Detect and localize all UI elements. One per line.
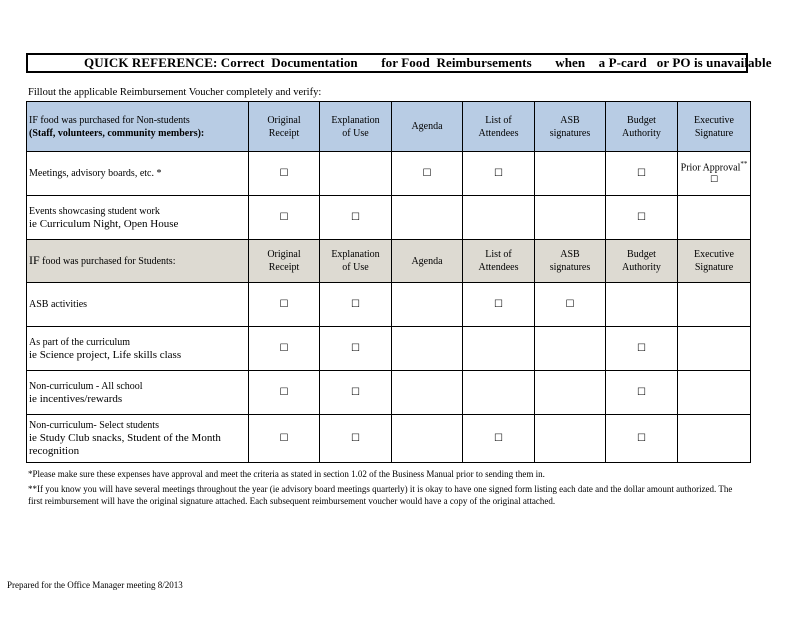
checkbox-icon: [392, 196, 463, 240]
checkbox-icon: [678, 283, 751, 327]
section-heading-rest: food was purchased for Students:: [39, 256, 176, 267]
checkbox-icon: ☐: [606, 371, 678, 415]
table-header-students: [27, 240, 751, 283]
checkbox-icon: [678, 327, 751, 371]
table-row: [27, 415, 751, 463]
row-label: Meetings, advisory boards, etc. *: [27, 152, 249, 196]
table-header-nonstudents: [27, 102, 751, 152]
checkbox-icon: ☐: [463, 283, 535, 327]
checkbox-icon: [392, 415, 463, 463]
row-label: ASB activities: [27, 283, 249, 327]
checkbox-icon: ☐: [606, 152, 678, 196]
checkbox-icon: [535, 415, 606, 463]
column-header: Agenda: [392, 102, 463, 152]
page-title: QUICK REFERENCE: Correct Documentation for Food Reimbursements when a P-card or PO is unavailable: [26, 53, 748, 73]
table-row: [27, 152, 751, 196]
row-label: Non-curriculum- Select students ie Study Club snacks, Student of the Month recognition: [27, 415, 249, 463]
prior-approval-footnote: **: [740, 160, 748, 168]
checkbox-icon: [320, 152, 392, 196]
checkbox-icon: [463, 196, 535, 240]
table-row: [27, 196, 751, 240]
row-label: Events showcasing student work ie Curriculum Night, Open House: [27, 196, 249, 240]
checkbox-icon: ☐: [249, 415, 320, 463]
column-header: ASB signatures: [535, 102, 606, 152]
footer-text: Prepared for the Office Manager meeting 8/2013: [7, 580, 183, 590]
footnote-approval: *Please make sure these expenses have approval and meet the criteria as stated in section 1.02 of the Business Manual prior to sending them in.: [28, 469, 545, 479]
table-row: [27, 371, 751, 415]
checkbox-icon: [535, 196, 606, 240]
section-heading-students: [27, 240, 249, 283]
prior-approval-cell: [678, 152, 751, 196]
column-header: Budget Authority: [606, 240, 678, 283]
table-row: [27, 283, 751, 327]
row-label: As part of the curriculum ie Science project, Life skills class: [27, 327, 249, 371]
reference-table: [26, 101, 751, 463]
column-header: Original Receipt: [249, 240, 320, 283]
checkbox-icon: [535, 152, 606, 196]
column-header: ASB signatures: [535, 240, 606, 283]
column-header: List of Attendees: [463, 102, 535, 152]
checkbox-icon: [535, 371, 606, 415]
section-heading-line1: IF food was purchased for Non-students: [29, 114, 190, 126]
checkbox-icon: ☐: [320, 327, 392, 371]
instruction-text: Fillout the applicable Reimbursement Voucher completely and verify:: [28, 87, 322, 98]
footnote-meetings: **If you know you will have several meetings throughout the year (ie advisory board meetings quarterly) it is okay to have one signed form listing each date and the dollar amount authorized. The first reimbursement will have the original signature attached. Each subsequent reimbursement voucher would have a copy of the original attached.: [28, 484, 733, 506]
checkbox-icon: ☐: [392, 152, 463, 196]
checkbox-icon: ☐: [606, 327, 678, 371]
row-label: Non-curriculum - All school ie incentives/rewards: [27, 371, 249, 415]
checkbox-icon: [678, 196, 751, 240]
column-header: Budget Authority: [606, 102, 678, 152]
column-header: Agenda: [392, 240, 463, 283]
checkbox-icon: ☐: [463, 152, 535, 196]
section-heading-if: IF: [29, 253, 40, 267]
checkbox-icon: ☐: [249, 283, 320, 327]
column-header: Explanation of Use: [320, 102, 392, 152]
checkbox-icon: [535, 327, 606, 371]
checkbox-icon: [678, 371, 751, 415]
checkbox-icon: [678, 415, 751, 463]
column-header: List of Attendees: [463, 240, 535, 283]
column-header: Executive Signature: [678, 102, 751, 152]
section-heading-nonstudents: [27, 102, 249, 152]
checkbox-icon: ☐: [606, 415, 678, 463]
checkbox-icon: ☐: [249, 327, 320, 371]
checkbox-icon: ☐: [709, 175, 719, 186]
checkbox-icon: [463, 371, 535, 415]
checkbox-icon: ☐: [606, 196, 678, 240]
checkbox-icon: ☐: [320, 283, 392, 327]
checkbox-icon: [392, 327, 463, 371]
checkbox-icon: ☐: [249, 152, 320, 196]
checkbox-icon: ☐: [320, 415, 392, 463]
checkbox-icon: [392, 283, 463, 327]
checkbox-icon: ☐: [249, 371, 320, 415]
table-row: [27, 327, 751, 371]
checkbox-icon: ☐: [463, 415, 535, 463]
section-heading-line2: (Staff, volunteers, community members):: [29, 127, 205, 139]
checkbox-icon: [392, 371, 463, 415]
column-header: Original Receipt: [249, 102, 320, 152]
checkbox-icon: ☐: [320, 196, 392, 240]
prior-approval-label: Prior Approval: [680, 162, 741, 174]
checkbox-icon: ☐: [535, 283, 606, 327]
column-header: Executive Signature: [678, 240, 751, 283]
checkbox-icon: [606, 283, 678, 327]
checkbox-icon: ☐: [320, 371, 392, 415]
checkbox-icon: [463, 327, 535, 371]
checkbox-icon: ☐: [249, 196, 320, 240]
column-header: Explanation of Use: [320, 240, 392, 283]
